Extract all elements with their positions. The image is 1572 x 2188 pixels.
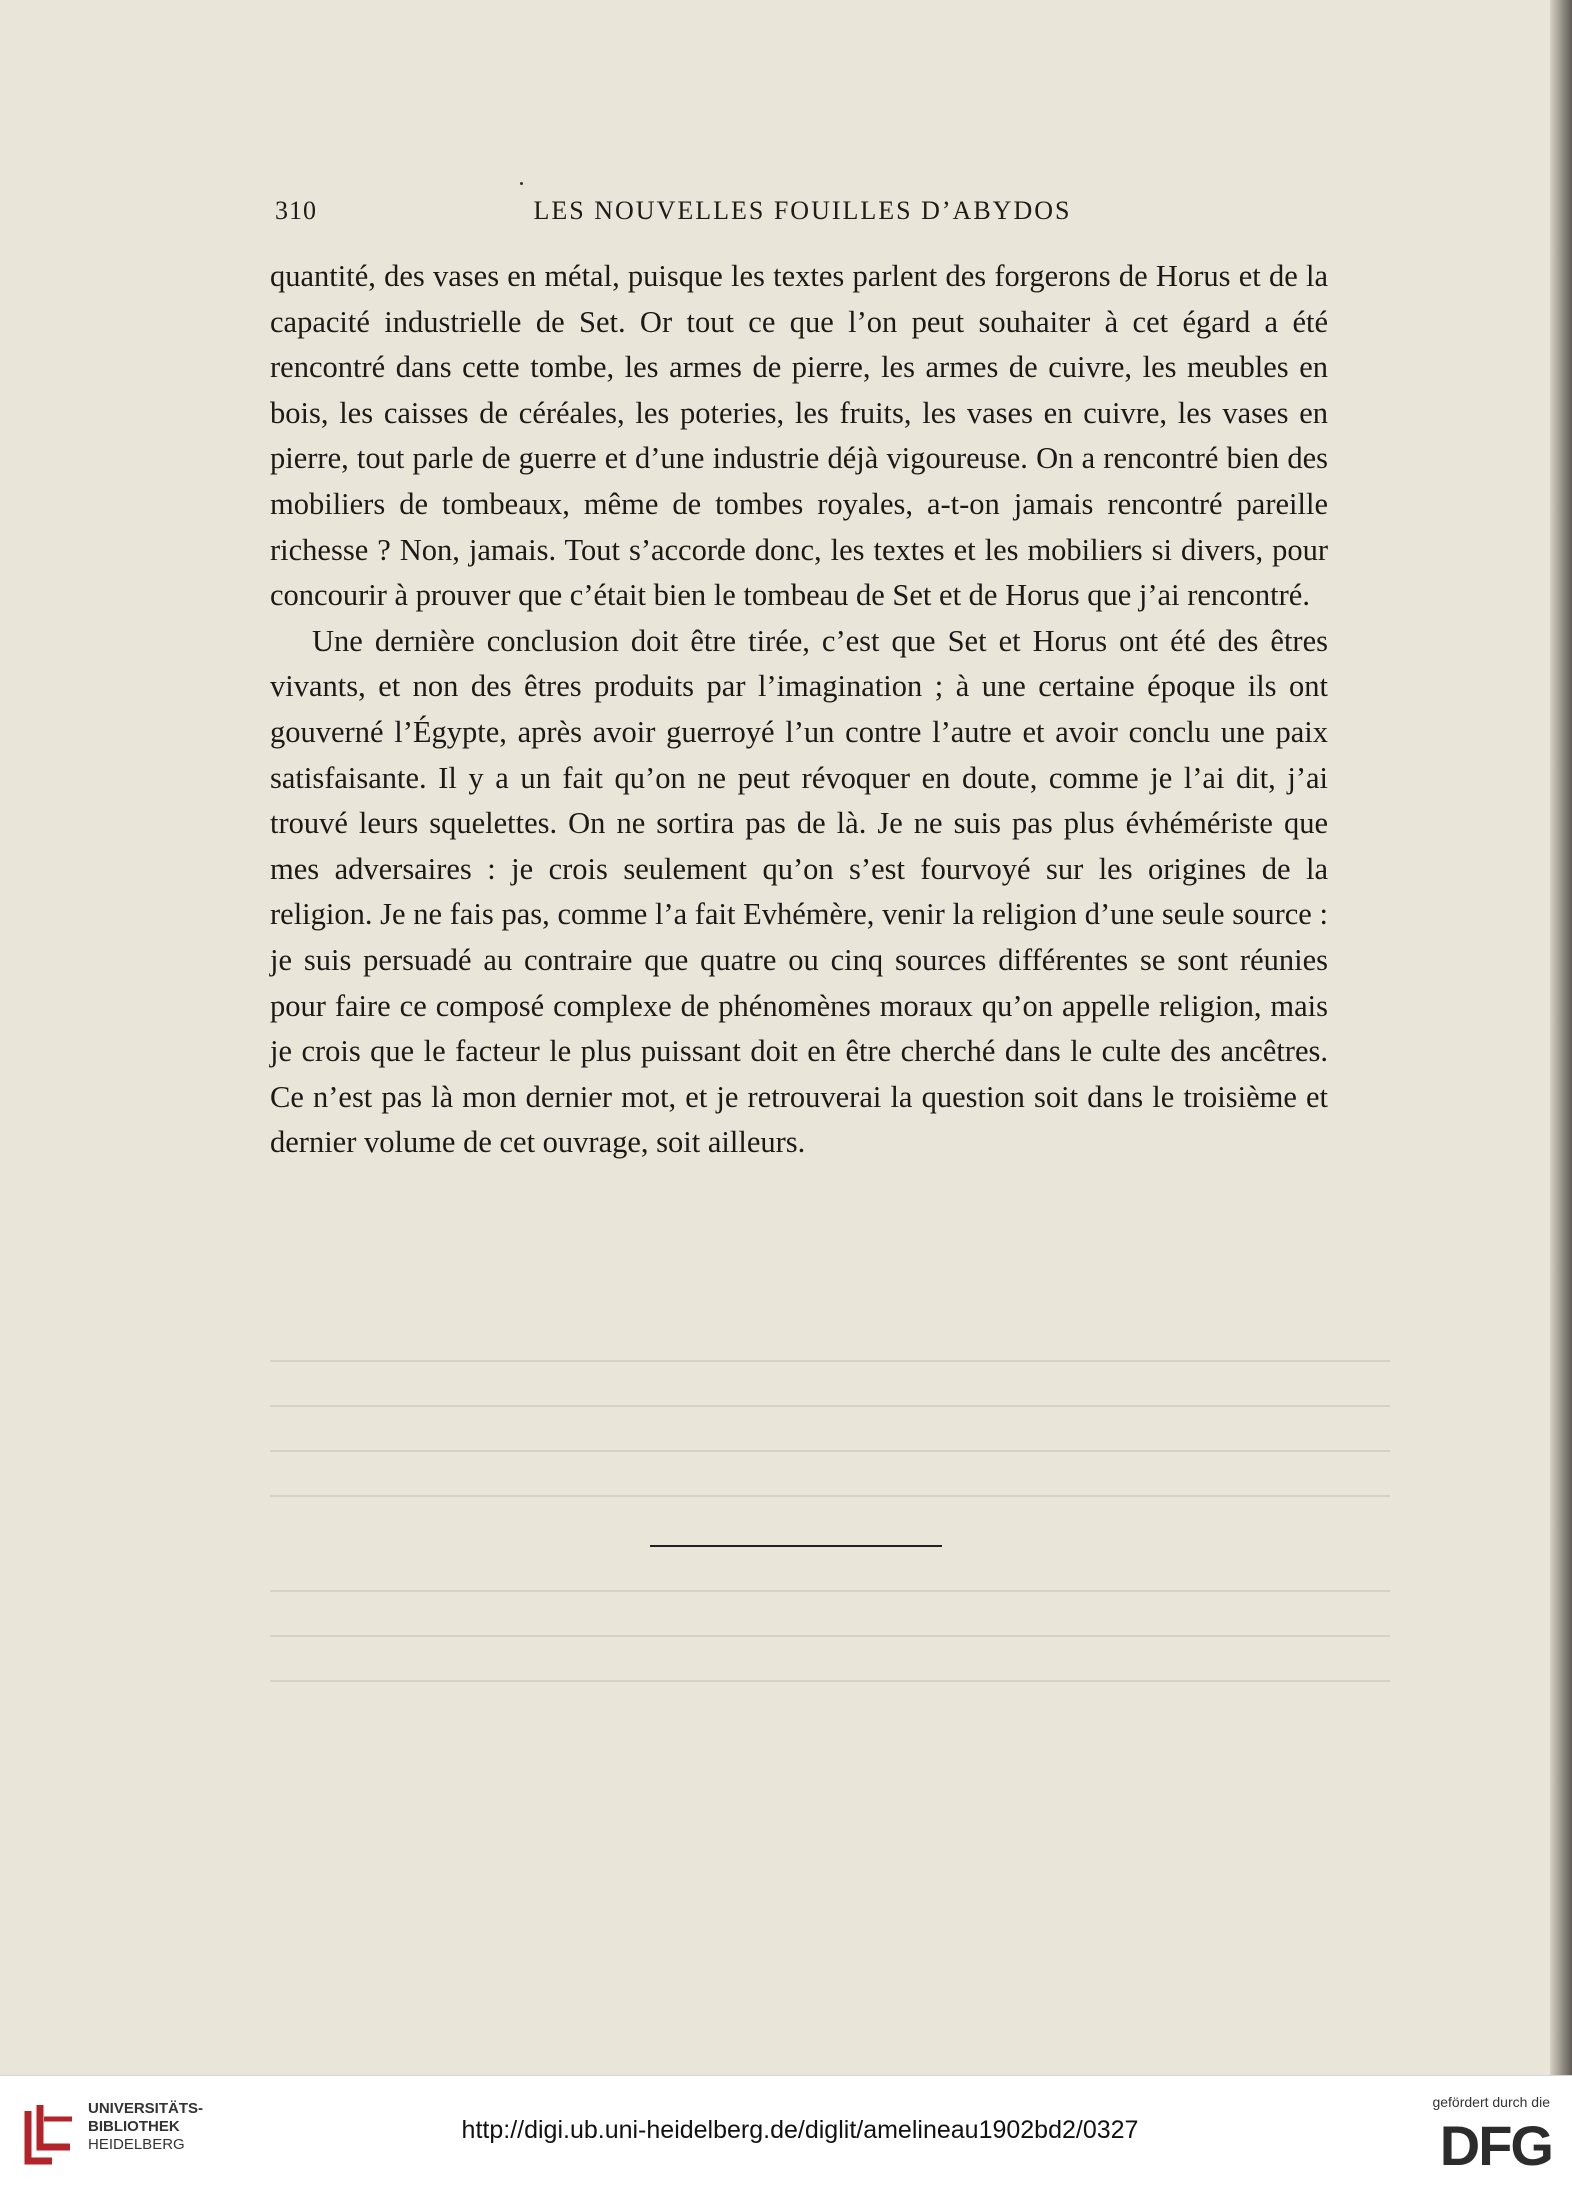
viewer-footer bbox=[0, 2075, 1572, 2188]
scan-edge bbox=[1550, 0, 1572, 2075]
permalink-url[interactable]: http://digi.ub.uni-heidelberg.de/diglit/amelineau1902bd2/0327 bbox=[461, 2116, 1139, 2144]
body-text bbox=[270, 254, 1328, 1166]
section-rule bbox=[650, 1545, 942, 1547]
running-title: LES NOUVELLES FOUILLES D’ABYDOS bbox=[533, 196, 1072, 225]
paragraph-1: quantité, des vases en métal, puisque les textes parlent des forgerons de Horus et de la capacité industrielle de Set. Or tout ce que l’on peut souhaiter à cet égard a été rencontré dans cette tombe, les armes de pierre, les armes de cuivre, les meubles en bois, les caisses de céréales, les poteries, les fruits, les vases en cuivre, les vases en pierre, tout parle de guerre et d’une industrie déjà vigoureuse. On a rencontré bien des mobiliers de tombeaux, même de tombes royales, a-t-on jamais rencontré pareille richesse ? Non, jamais. Tout s’accorde donc, les textes et les mobiliers si divers, pour concourir à prouver que c’était bien le tombeau de Set et de Horus que j’ai rencontré. bbox=[270, 259, 1328, 613]
page-number: 310 bbox=[275, 196, 317, 225]
library-logo-icon bbox=[22, 2101, 80, 2167]
funding-label: gefördert durch die bbox=[1432, 2094, 1550, 2110]
dfg-logo[interactable]: DFG bbox=[1439, 2114, 1552, 2177]
library-name[interactable]: UNIVERSITÄTS- BIBLIOTHEK HEIDELBERG bbox=[88, 2100, 204, 2153]
paragraph-2: Une dernière conclusion doit être tirée, c’est que Set et Horus ont été des êtres vivants, et non des êtres produits par l’imagination ; à une certaine époque ils ont gouverné l’Égypte, après avoir guerroyé l’un contre l’autre et avoir conclu une paix satisfaisante. Il y a un fait qu’on ne peut révoquer en doute, comme je l’ai dit, j’ai trouvé leurs squelettes. On ne sortira pas de là. Je ne suis pas plus évhémériste que mes adversaires : je crois seulement qu’on s’est fourvoyé sur les origines de la religion. Je ne fais pas, comme l’a fait Evhémère, venir la religion d’une seule source : je suis persuadé au contraire que quatre ou cinq sources différentes se sont réunies pour faire ce composé complexe de phénomènes moraux qu’on appelle religion, mais je crois que le facteur le plus puissant doit en être cherché dans le culte des ancêtres. Ce n’est pas là mon dernier mot, et je retrouverai la question soit dans le troisième et dernier volume de cet ouvrage, soit ailleurs. bbox=[270, 623, 1328, 1160]
printer-mark bbox=[520, 182, 523, 185]
running-head bbox=[275, 196, 1330, 236]
